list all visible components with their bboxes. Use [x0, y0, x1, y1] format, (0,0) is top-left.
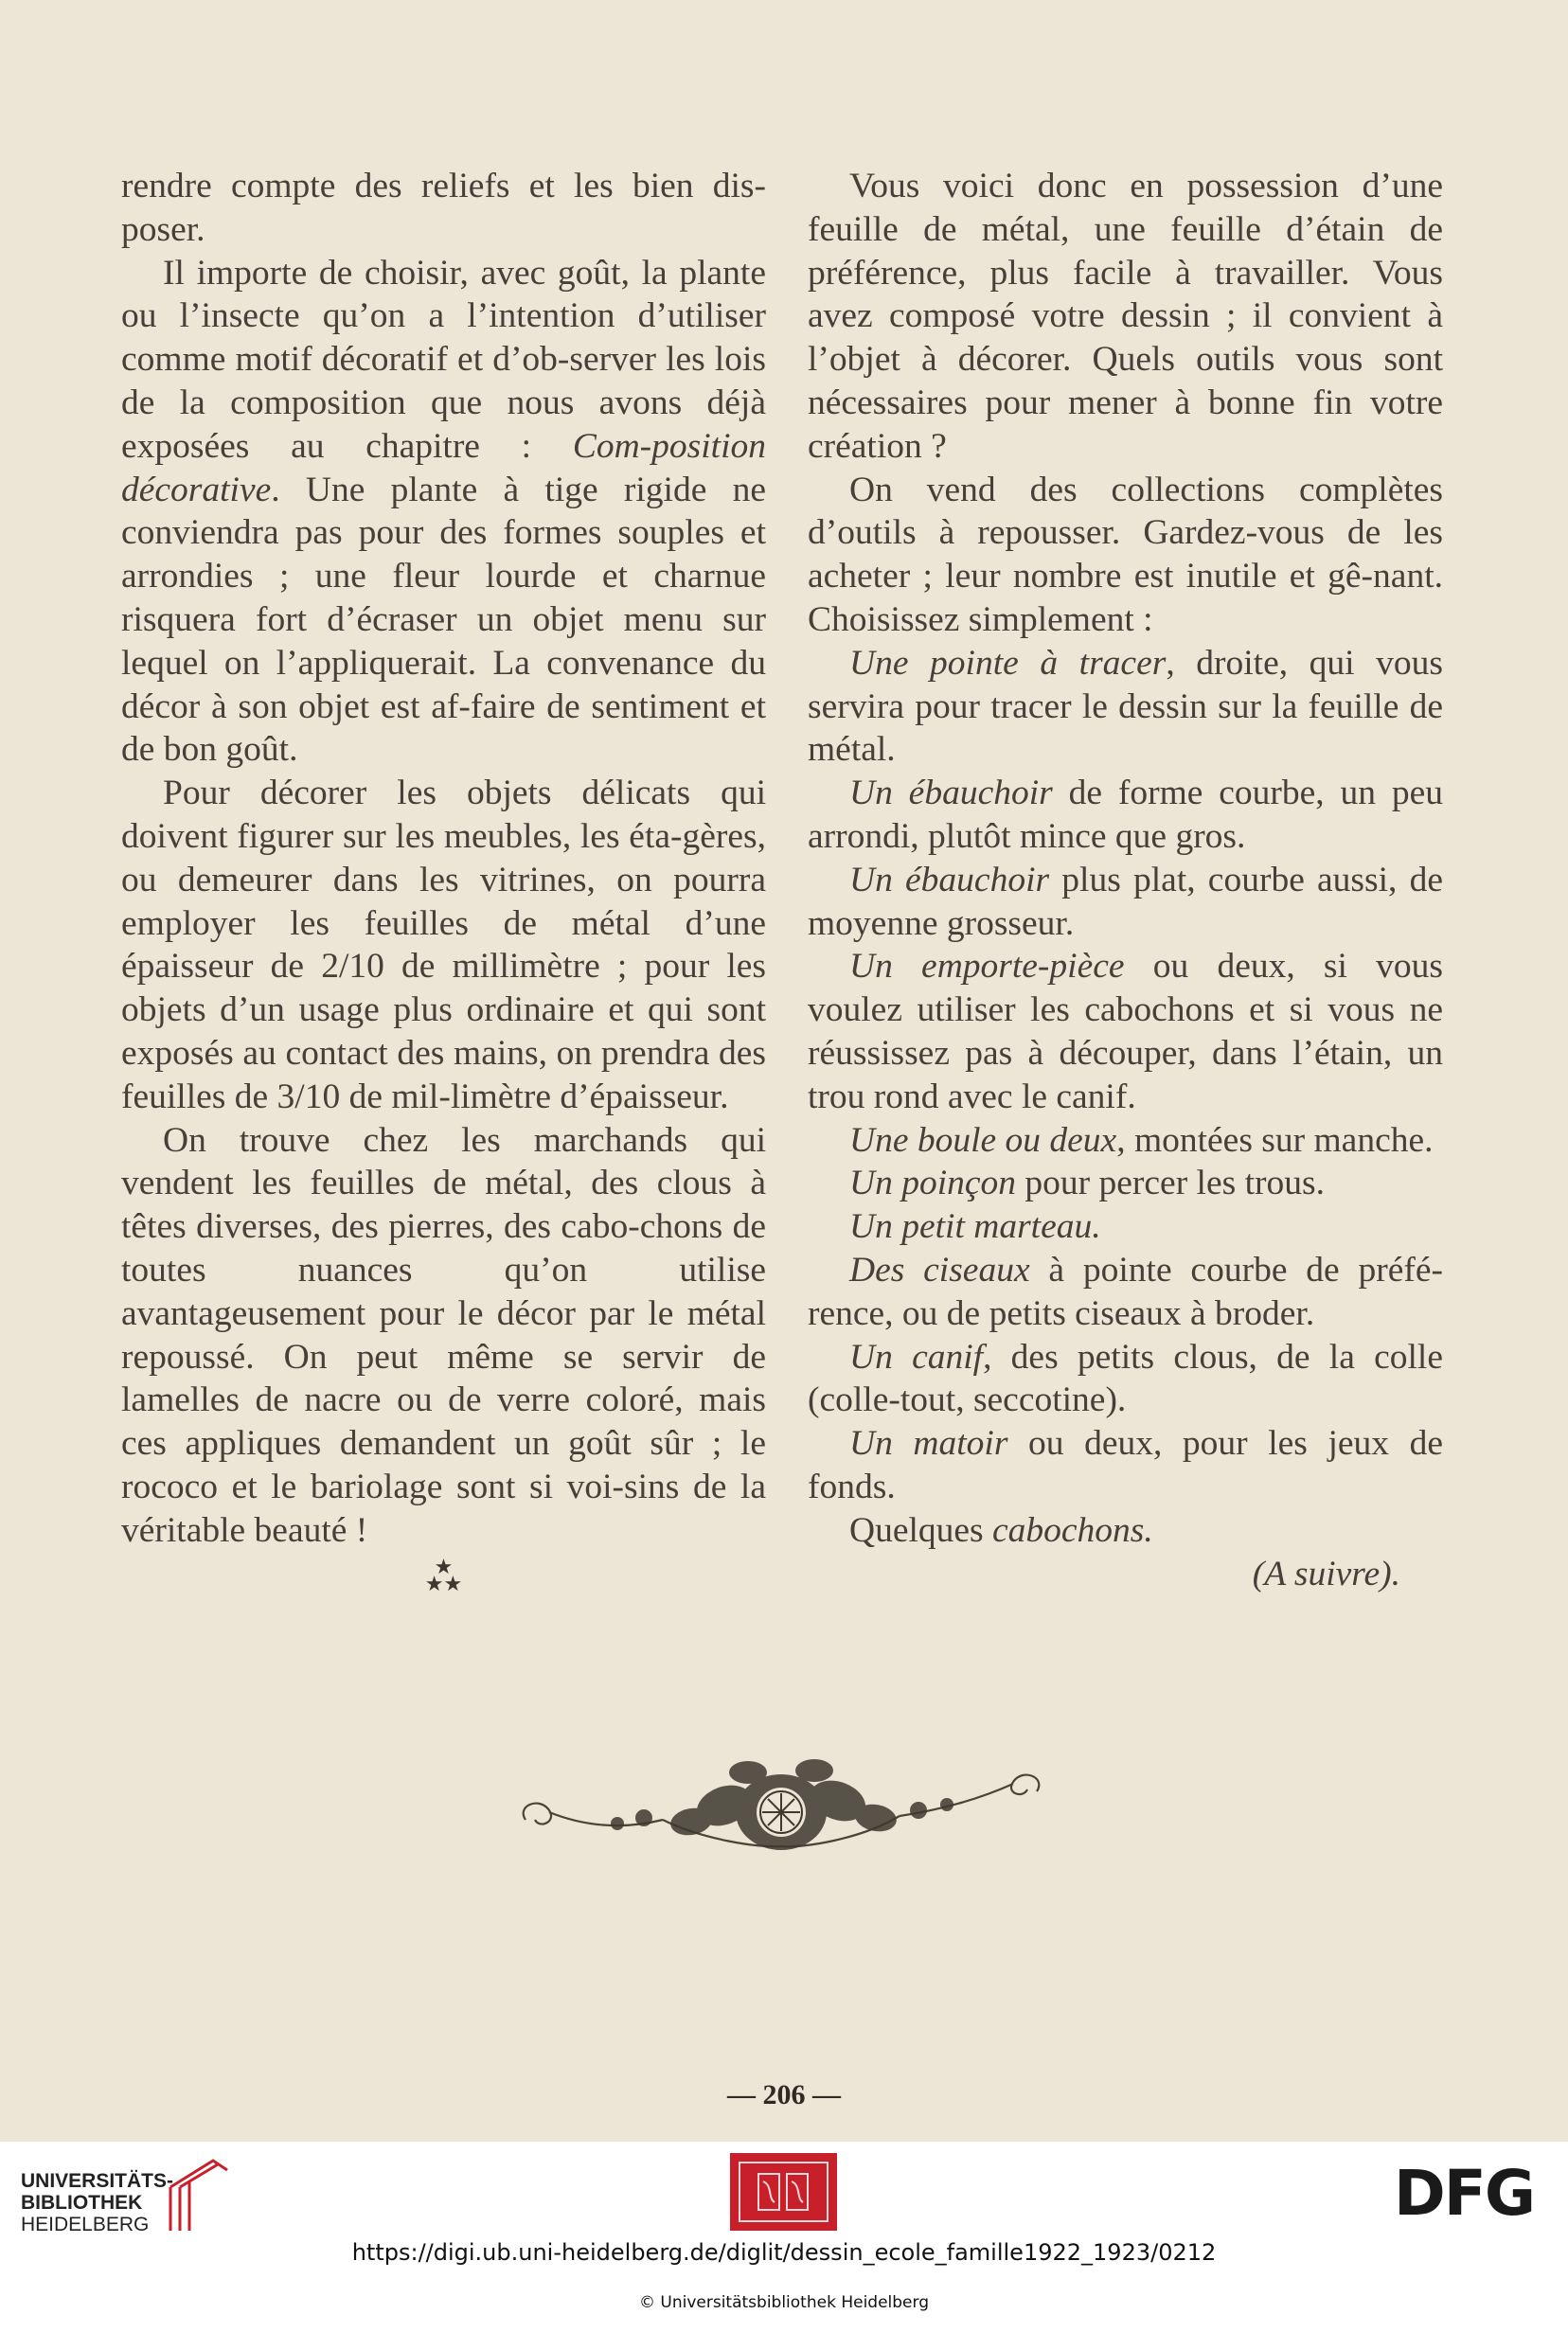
tool-item — [808, 642, 1443, 772]
italic-title: Com-position décorative — [121, 426, 766, 509]
paragraph: rendre compte des reliefs et les bien dis-poser. — [121, 167, 766, 249]
tool-description: plus plat, courbe aussi, de moyenne grosseur. — [808, 860, 1443, 943]
tool-description: pour percer les trous. — [1016, 1164, 1325, 1203]
tool-list — [808, 642, 1443, 1509]
to-be-continued — [808, 1553, 1443, 1596]
left-text-column — [121, 165, 766, 1593]
tool-item — [808, 1119, 1443, 1163]
tool-name: Un matoir — [849, 1424, 1008, 1464]
tool-description: ou deux, pour les jeux de fonds. — [808, 1424, 1443, 1506]
tool-description: ou deux, si vous voulez utiliser les cabochons et si vous ne réussissez pas à découper, dans l’étain, un trou rond avec le canif. — [808, 947, 1443, 1116]
paragraph: On vend des collections complètes d’outils à repousser. Gardez-vous de les acheter ; leur nombre est inutile et gê-nant. Choisissez simplement : — [808, 470, 1443, 639]
tool-item — [808, 1249, 1443, 1336]
paragraph — [808, 1509, 1443, 1553]
episteme-emblem-icon — [730, 2153, 837, 2231]
tool-name: Une pointe à tracer — [849, 643, 1167, 683]
tool-description: , montées sur manche. — [1116, 1120, 1434, 1160]
tool-description: , des petits clous, de la colle (colle-tout, seccotine). — [808, 1337, 1443, 1420]
asterism — [121, 1554, 766, 1595]
tool-item — [808, 1422, 1443, 1509]
text-run: Quelques — [849, 1510, 993, 1550]
dfg-logo[interactable]: DFG — [1394, 2157, 1535, 2230]
floral-ornament-icon — [511, 1753, 1051, 1867]
university-library-logo[interactable] — [21, 2147, 248, 2233]
text-run: Il importe de choisir, avec goût, la plante ou l’insecte qu’on a l’intention d’utiliser comme motif décoratif et d’ob-server les lois de la composition que nous avons déjà exposées au chapitre : — [121, 253, 766, 466]
tool-name: Un canif — [849, 1337, 984, 1377]
tool-name: Une boule ou deux — [849, 1120, 1117, 1160]
copyright-notice: © Universitätsbibliothek Heidelberg — [638, 2293, 929, 2312]
tool-item — [808, 945, 1443, 1118]
tool-name: Des ciseaux — [849, 1250, 1030, 1290]
signoff-text: (A suivre). — [1252, 1554, 1400, 1593]
episteme-logo-icon[interactable] — [730, 2153, 837, 2231]
logo-text-line: BIBLIOTHEK — [21, 2192, 143, 2214]
tool-item — [808, 1162, 1443, 1205]
star-top-icon: ★ — [434, 1554, 454, 1578]
paragraph: Pour décorer les objets délicats qui doivent figurer sur les meubles, les éta-gères, ou demeurer dans les vitrines, on pourra employer les feuilles de métal d’une épaisseur de 2/10 de millimètre ; pour les objets d’un usage plus ordinaire et qui sont exposés au contact des mains, on prendra des feuilles de 3/10 de mil-limètre d’épaisseur. — [121, 774, 766, 1116]
star-bottom-icon: ★★ — [424, 1571, 463, 1595]
tool-description: à pointe courbe de préfé-rence, ou de petits ciseaux à broder. — [808, 1250, 1443, 1333]
logo-text-line: HEIDELBERG — [21, 2214, 150, 2235]
ub-emblem-icon — [161, 2149, 237, 2234]
page-number: — 206 — — [727, 2079, 841, 2110]
tool-item — [808, 1205, 1443, 1249]
tool-item — [808, 859, 1443, 946]
tool-name: Un petit marteau. — [849, 1207, 1101, 1247]
tool-description: , droite, qui vous servira pour tracer le dessin sur la feuille de métal. — [808, 643, 1443, 770]
tool-name: Un emporte-pièce — [849, 947, 1125, 987]
right-text-column — [808, 165, 1443, 1595]
paragraph — [121, 252, 766, 773]
tool-item — [808, 1336, 1443, 1423]
source-url-link[interactable]: https://digi.ub.uni-heidelberg.de/diglit/dessin_ecole_famille1922_1923/0212 — [351, 2239, 1217, 2266]
italic-term: cabochons. — [992, 1510, 1153, 1550]
logo-text-line: UNIVERSITÄTS- — [21, 2170, 174, 2192]
tool-item — [808, 772, 1443, 859]
paragraph: On trouve chez les marchands qui vendent les feuilles de métal, des clous à têtes diverses, des pierres, des cabo-chons de toutes nuances qu’on utilise avantageusement pour le décor par le métal repoussé. On peut même se servir de lamelles de nacre ou de verre coloré, mais ces appliques demandent un goût sûr ; le rococo et le bariolage sont si voi-sins de la véritable beauté ! — [121, 1120, 766, 1550]
tool-name: Un ébauchoir — [849, 774, 1053, 813]
tool-description: de forme courbe, un peu arrondi, plutôt mince que gros. — [808, 774, 1443, 856]
tool-name: Un poinçon — [849, 1164, 1017, 1203]
tool-name: Un ébauchoir — [849, 860, 1050, 899]
text-run: . Une plante à tige rigide ne conviendra pas pour des formes souples et arrondies ; une fleur lourde et charnue risquera fort d’écraser un objet menu sur lequel on l’appliquerait. La convenance du décor à son objet est af-faire de sentiment et de bon goût. — [121, 470, 766, 770]
paragraph: Vous voici donc en possession d’une feuille de métal, une feuille d’étain de préférence, plus facile à travailler. Vous avez composé votre dessin ; il convient à l’objet à décorer. Quels outils vous sont nécessaires pour mener à bonne fin votre création ? — [808, 167, 1443, 466]
